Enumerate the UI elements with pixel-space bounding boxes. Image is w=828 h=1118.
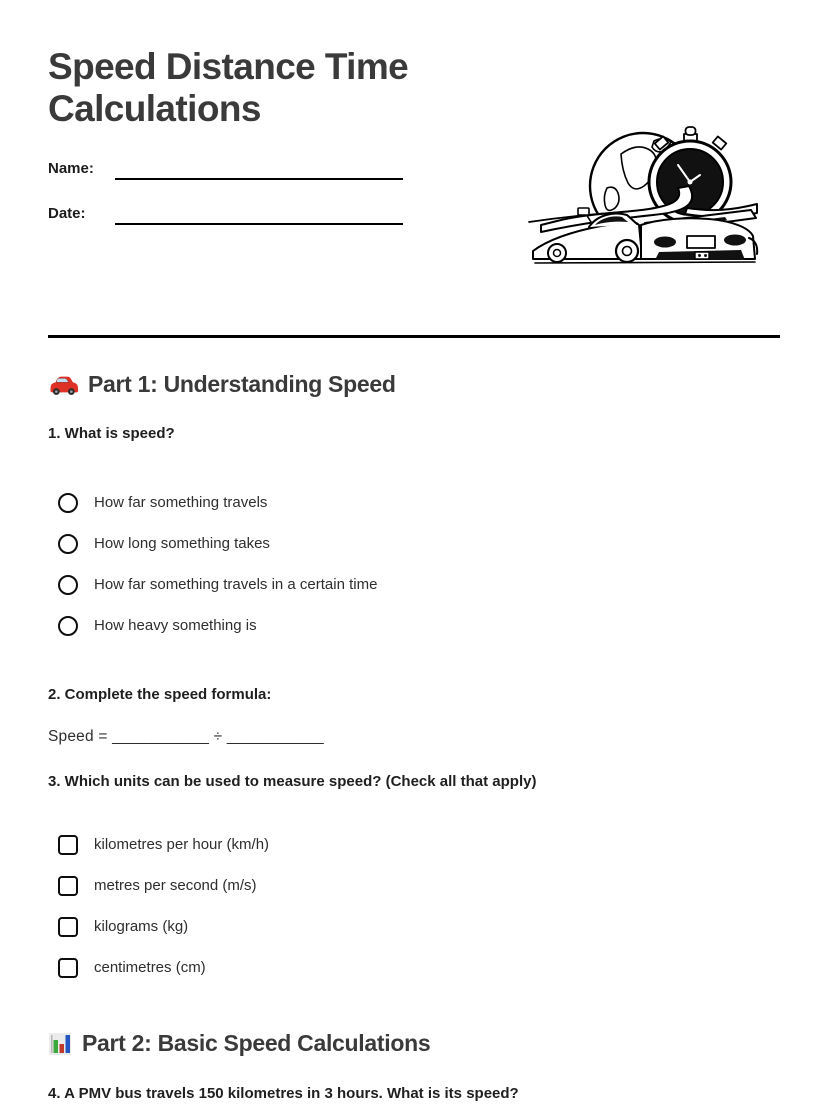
checkbox-option-row[interactable] (48, 834, 780, 855)
checkbox-option-row[interactable] (48, 916, 780, 937)
checkbox-icon[interactable] (58, 876, 78, 896)
checkbox-icon[interactable] (58, 958, 78, 978)
name-label: Name: (48, 160, 94, 178)
name-input-line[interactable] (115, 158, 403, 180)
radio-option-label: How long something takes (94, 535, 270, 553)
question-3: 3. Which units can be used to measure speed? (Check all that apply) (48, 773, 537, 791)
radio-button-icon[interactable] (58, 493, 78, 513)
radio-option-row[interactable] (48, 492, 780, 513)
checkbox-icon[interactable] (58, 835, 78, 855)
page-title: Speed Distance Time Calculations (48, 46, 409, 130)
car-globe-stopwatch-illustration (527, 124, 759, 266)
speed-formula-blanks: Speed = ___________ ÷ ___________ (48, 728, 324, 746)
checkbox-icon[interactable] (58, 917, 78, 937)
checkbox-option-row[interactable] (48, 875, 780, 896)
checkbox-option-label: centimetres (cm) (94, 959, 206, 977)
checkbox-option-label: metres per second (m/s) (94, 877, 257, 895)
car-emoji-icon (48, 373, 78, 396)
bar-chart-emoji-icon (48, 1032, 72, 1056)
part1-heading (48, 371, 780, 398)
checkbox-option-row[interactable] (48, 957, 780, 978)
car-globe-stopwatch-drawing (527, 124, 759, 266)
radio-option-row[interactable] (48, 574, 780, 595)
checkbox-option-label: kilometres per hour (km/h) (94, 836, 270, 854)
radio-option-row[interactable] (48, 533, 780, 554)
checkbox-option-label: kilograms (kg) (94, 918, 189, 936)
date-label: Date: (48, 205, 86, 223)
q3-checkbox-group (48, 834, 780, 978)
question-2: 2. Complete the speed formula: (48, 686, 272, 704)
radio-option-label: How heavy something is (94, 617, 257, 635)
q1-radio-group (48, 492, 780, 636)
radio-button-icon[interactable] (58, 575, 78, 595)
question-1: 1. What is speed? (48, 425, 175, 443)
part2-heading (48, 1030, 780, 1057)
radio-option-label: How far something travels (94, 494, 268, 512)
section-divider (48, 335, 780, 338)
radio-button-icon[interactable] (58, 616, 78, 636)
part1-heading-text: Part 1: Understanding Speed (88, 371, 396, 398)
radio-option-row[interactable] (48, 615, 780, 636)
radio-option-label: How far something travels in a certain time (94, 576, 378, 594)
part2-heading-text: Part 2: Basic Speed Calculations (82, 1030, 431, 1057)
question-4: 4. A PMV bus travels 150 kilometres in 3 hours. What is its speed? (48, 1085, 519, 1103)
date-input-line[interactable] (115, 203, 403, 225)
radio-button-icon[interactable] (58, 534, 78, 554)
